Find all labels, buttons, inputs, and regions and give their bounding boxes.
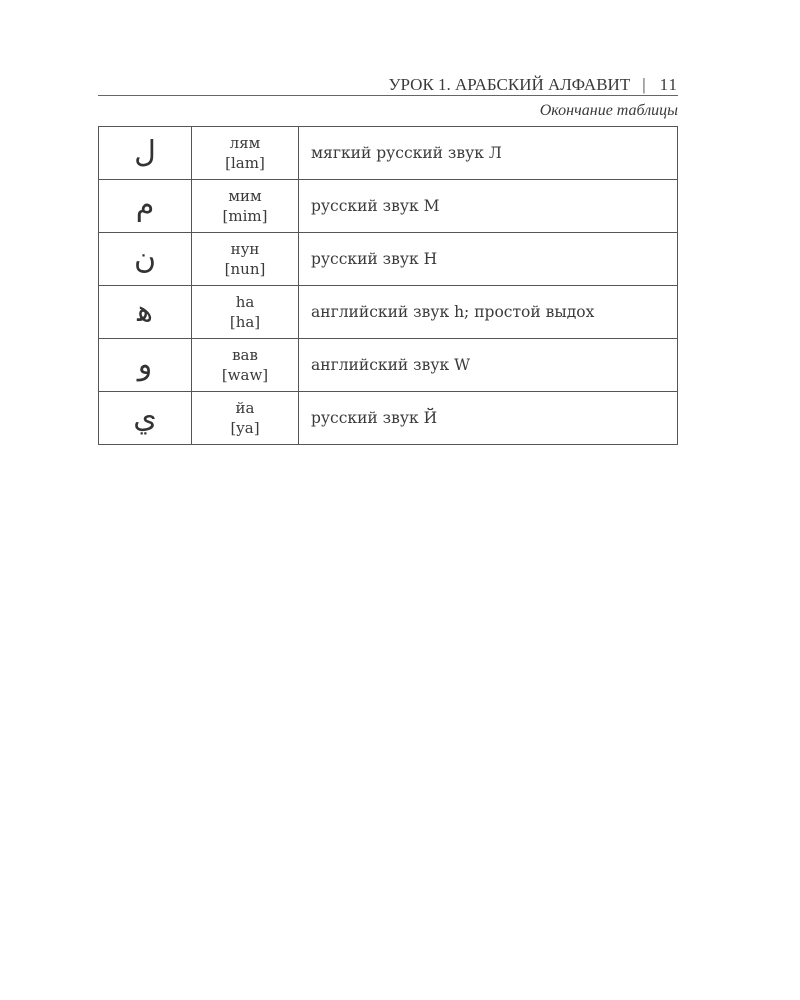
- table-row: [99, 339, 678, 392]
- letter-name: нун: [230, 240, 260, 258]
- arabic-letter: م: [99, 180, 192, 233]
- arabic-letter: ي: [99, 392, 192, 445]
- table-row: [99, 392, 678, 445]
- letter-name: йа: [235, 399, 255, 417]
- arabic-letter: و: [99, 339, 192, 392]
- sound-description: мягкий русский звук Л: [299, 127, 678, 180]
- letter-transliteration: [lam]: [225, 154, 265, 172]
- letter-transliteration: [ha]: [229, 313, 261, 331]
- letter-name-cell: [192, 180, 299, 233]
- letter-name-cell: [192, 233, 299, 286]
- letter-name: мим: [228, 187, 262, 205]
- sound-description: английский звук W: [299, 339, 678, 392]
- table-row: [99, 286, 678, 339]
- table-row: [99, 180, 678, 233]
- sound-description: русский звук Н: [299, 233, 678, 286]
- sound-description: английский звук h; простой выдох: [299, 286, 678, 339]
- letter-name-cell: [192, 127, 299, 180]
- chapter-title: УРОК 1. АРАБСКИЙ АЛФАВИТ: [388, 75, 631, 94]
- letter-name: вав: [232, 346, 258, 364]
- letter-name-cell: [192, 339, 299, 392]
- alphabet-table: [98, 126, 678, 445]
- header-separator: |: [642, 75, 646, 94]
- letter-transliteration: [waw]: [221, 366, 269, 384]
- table-row: [99, 233, 678, 286]
- letter-transliteration: [ya]: [230, 419, 260, 437]
- arabic-letter: ن: [99, 233, 192, 286]
- letter-transliteration: [mim]: [222, 207, 268, 225]
- table-caption: Окончание таблицы: [539, 102, 678, 119]
- letter-name-cell: [192, 286, 299, 339]
- running-header: [98, 74, 678, 96]
- letter-name: лям: [229, 134, 261, 152]
- sound-description: русский звук М: [299, 180, 678, 233]
- table-row: [99, 127, 678, 180]
- page-number: 11: [659, 75, 678, 94]
- letter-transliteration: [nun]: [224, 260, 266, 278]
- arabic-letter: ل: [99, 127, 192, 180]
- sound-description: русский звук Й: [299, 392, 678, 445]
- arabic-letter: ﻫ: [99, 286, 192, 339]
- letter-name: hа: [235, 293, 255, 311]
- letter-name-cell: [192, 392, 299, 445]
